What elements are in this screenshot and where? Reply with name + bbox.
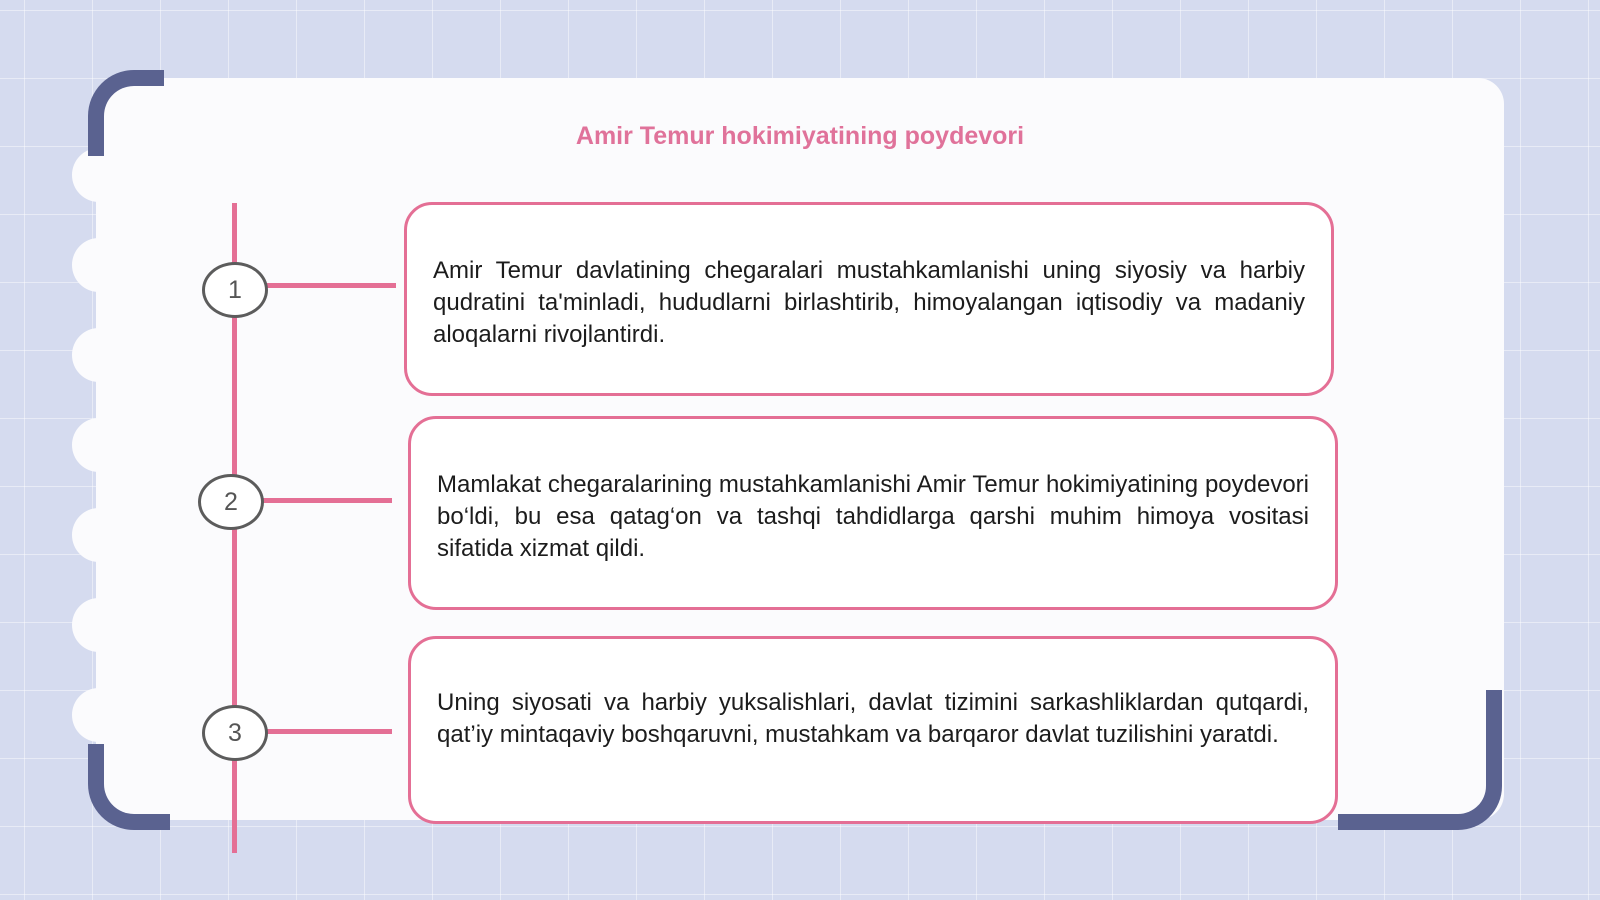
notebook-scallop <box>72 418 126 472</box>
timeline-card-2 <box>408 416 1338 610</box>
card-text-2: Mamlakat chegaralarining mustahkamlanishi Amir Temur hokimiyatining poydevori bo‘ldi, bu esa qatag‘on va tashqi tahdidlarga qarshi muhim himoya vositasi sifatida xizmat qildi. <box>437 471 1309 562</box>
notebook-scallop <box>72 328 126 382</box>
timeline-card-1 <box>404 202 1334 396</box>
timeline-node-3: 3 <box>202 705 268 761</box>
notebook-scallop <box>72 688 126 742</box>
notebook-scallop <box>72 508 126 562</box>
timeline-node-2: 2 <box>198 474 264 530</box>
card-text-3: Uning siyosati va harbiy yuksalishlari, davlat tizimini sarkashliklardan qutqardi, qat’iy mintaqaviy boshqaruvni, mustahkam va barqaror davlat tuzilishini yaratdi. <box>437 689 1309 748</box>
timeline-connector-1 <box>266 283 396 288</box>
slide-title: Amir Temur hokimiyatining poydevori <box>575 122 1025 150</box>
frame-corner-bottom-right <box>1338 690 1502 830</box>
timeline-connector-3 <box>266 729 392 734</box>
card-text-1: Amir Temur davlatining chegaralari mustahkamlanishi uning siyosiy va harbiy qudratini ta'minladi, hududlarni birlashtirib, himoyalangan iqtisodiy va madaniy aloqalarni rivojlantirdi. <box>433 257 1305 348</box>
timeline-node-1: 1 <box>202 262 268 318</box>
notebook-scallop <box>72 598 126 652</box>
frame-corner-bottom-left <box>88 744 170 830</box>
timeline-card-3 <box>408 636 1338 824</box>
notebook-scallop <box>72 238 126 292</box>
notebook-scallop <box>72 148 126 202</box>
timeline-connector-2 <box>262 498 392 503</box>
